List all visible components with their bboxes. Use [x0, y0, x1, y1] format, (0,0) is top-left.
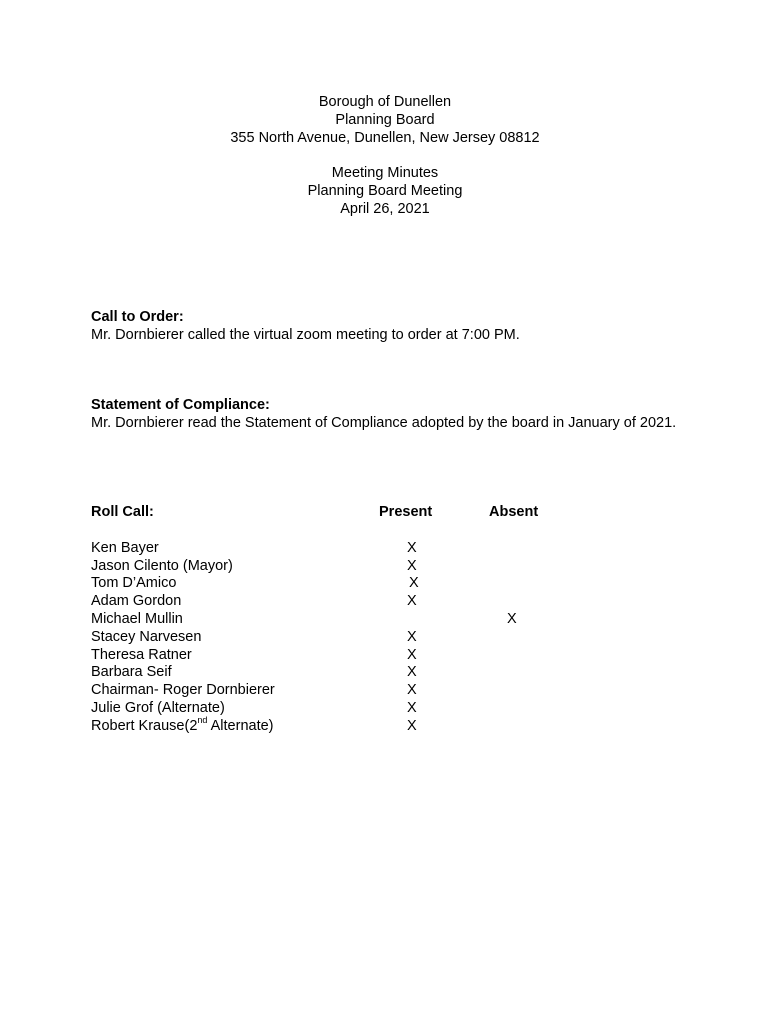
member-name-suffix: Alternate)	[207, 717, 274, 734]
board-name: Planning Board	[335, 111, 435, 128]
member-name: Julie Grof (Alternate)	[91, 699, 225, 716]
member-name: Stacey Narvesen	[91, 628, 202, 645]
roll-call-row	[91, 700, 611, 718]
present-mark: X	[407, 593, 417, 610]
compliance-section	[91, 397, 681, 433]
roll-call-list	[91, 540, 611, 736]
member-name: Ken Bayer	[91, 539, 159, 556]
compliance-text: Mr. Dornbierer read the Statement of Compliance adopted by the board in January of 2021.	[91, 414, 677, 431]
member-name-prefix: Robert Krause(2	[91, 717, 198, 734]
roll-call-row	[91, 558, 611, 576]
member-name	[91, 714, 274, 736]
roll-call-section	[91, 504, 611, 736]
meeting-name: Planning Board Meeting	[307, 182, 463, 199]
member-name: Jason Cilento (Mayor)	[91, 557, 233, 574]
address: 355 North Avenue, Dunellen, New Jersey 08812	[230, 129, 540, 146]
call-to-order-text: Mr. Dornbierer called the virtual zoom meeting to order at 7:00 PM.	[91, 326, 520, 343]
present-mark: X	[407, 646, 417, 663]
present-mark: X	[407, 628, 417, 645]
present-mark: X	[407, 664, 417, 681]
roll-call-row	[91, 575, 611, 593]
member-name: Tom D’Amico	[91, 575, 177, 592]
absent-mark: X	[507, 610, 517, 627]
compliance-title: Statement of Compliance:	[91, 397, 270, 413]
roll-call-header	[91, 504, 611, 522]
present-mark: X	[409, 575, 419, 592]
member-name: Michael Mullin	[91, 610, 183, 627]
present-mark: X	[407, 539, 417, 556]
present-mark: X	[407, 699, 417, 716]
call-to-order-section	[91, 309, 681, 345]
member-name: Barbara Seif	[91, 664, 172, 681]
roll-call-row	[91, 611, 611, 629]
org-name: Borough of Dunellen	[318, 94, 452, 110]
roll-call-row	[91, 647, 611, 665]
roll-call-row	[91, 593, 611, 611]
document-type: Meeting Minutes	[331, 165, 439, 182]
roll-call-row	[91, 629, 611, 647]
member-name: Chairman- Roger Dornbierer	[91, 682, 275, 699]
member-name: Adam Gordon	[91, 593, 182, 610]
present-mark: X	[407, 717, 417, 734]
absent-column-header: Absent	[489, 504, 539, 520]
member-name: Theresa Ratner	[91, 646, 192, 663]
document-header	[0, 94, 770, 219]
roll-call-row	[91, 682, 611, 700]
present-column-header: Present	[379, 504, 433, 520]
roll-call-title: Roll Call:	[91, 504, 154, 520]
ordinal-suffix: nd	[197, 714, 208, 725]
roll-call-row	[91, 664, 611, 682]
roll-call-row	[91, 714, 611, 736]
call-to-order-title: Call to Order:	[91, 309, 184, 325]
meeting-date: April 26, 2021	[340, 200, 430, 217]
present-mark: X	[407, 682, 417, 699]
roll-call-row	[91, 540, 611, 558]
present-mark: X	[407, 557, 417, 574]
header-spacer	[0, 147, 770, 165]
